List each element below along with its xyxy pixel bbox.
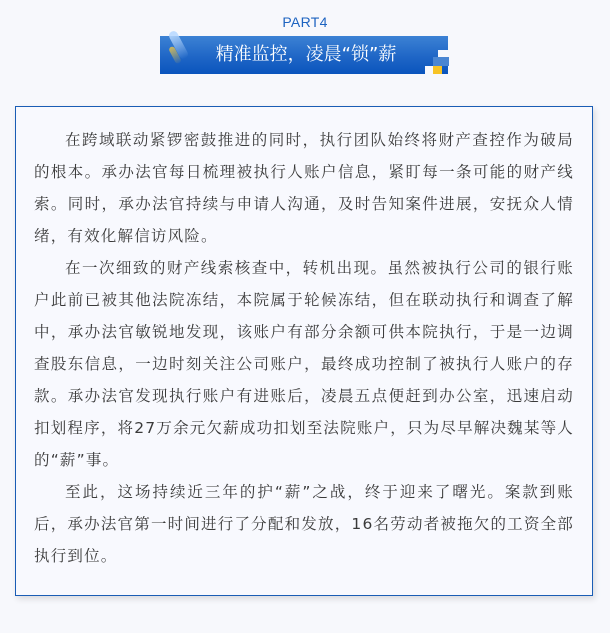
section-title: 精准监控，凌晨“锁”薪 [215, 44, 397, 65]
paragraph-3: 至此，这场持续近三年的护“薪”之战，终于迎来了曙光。案款到账后，承办法官第一时间进行了分配和发放，16名劳动者被拖欠的工资全部执行到位。 [34, 483, 574, 565]
blue-square-icon [433, 57, 449, 66]
paragraph-2: 在一次细致的财产线索核查中，转机出现。虽然被执行公司的银行账户此前已被其他法院冻结，本院属于轮候冻结，但在联动执行和调查了解中，承办法官敏锐地发现，该账户有部分余额可供本院执行，于是一边调查股东信息，一边时刻关注公司账户，最终成功控制了被执行人账户的存款。承办法官发现执行账户有进账后，凌晨五点便赶到办公室，迅速启动扣划程序，将27万余元欠薪成功扣划至法院账户，只为尽早解决魏某等人的“薪”事。 [34, 259, 574, 469]
article-box [15, 106, 593, 596]
part-label: PART4 [282, 14, 328, 30]
decorative-square-icon [425, 66, 433, 74]
yellow-square-icon [433, 66, 442, 74]
paragraph-1: 在跨域联动紧锣密鼓推进的同时，执行团队始终将财产查控作为破局的根本。承办法官每日梳理被执行人账户信息，紧盯每一条可能的财产线索。同时，承办法官持续与申请人沟通，及时告知案件进展，安抚众人情绪，有效化解信访风险。 [34, 131, 574, 245]
article-body [34, 124, 574, 572]
section-title-banner [160, 36, 448, 74]
